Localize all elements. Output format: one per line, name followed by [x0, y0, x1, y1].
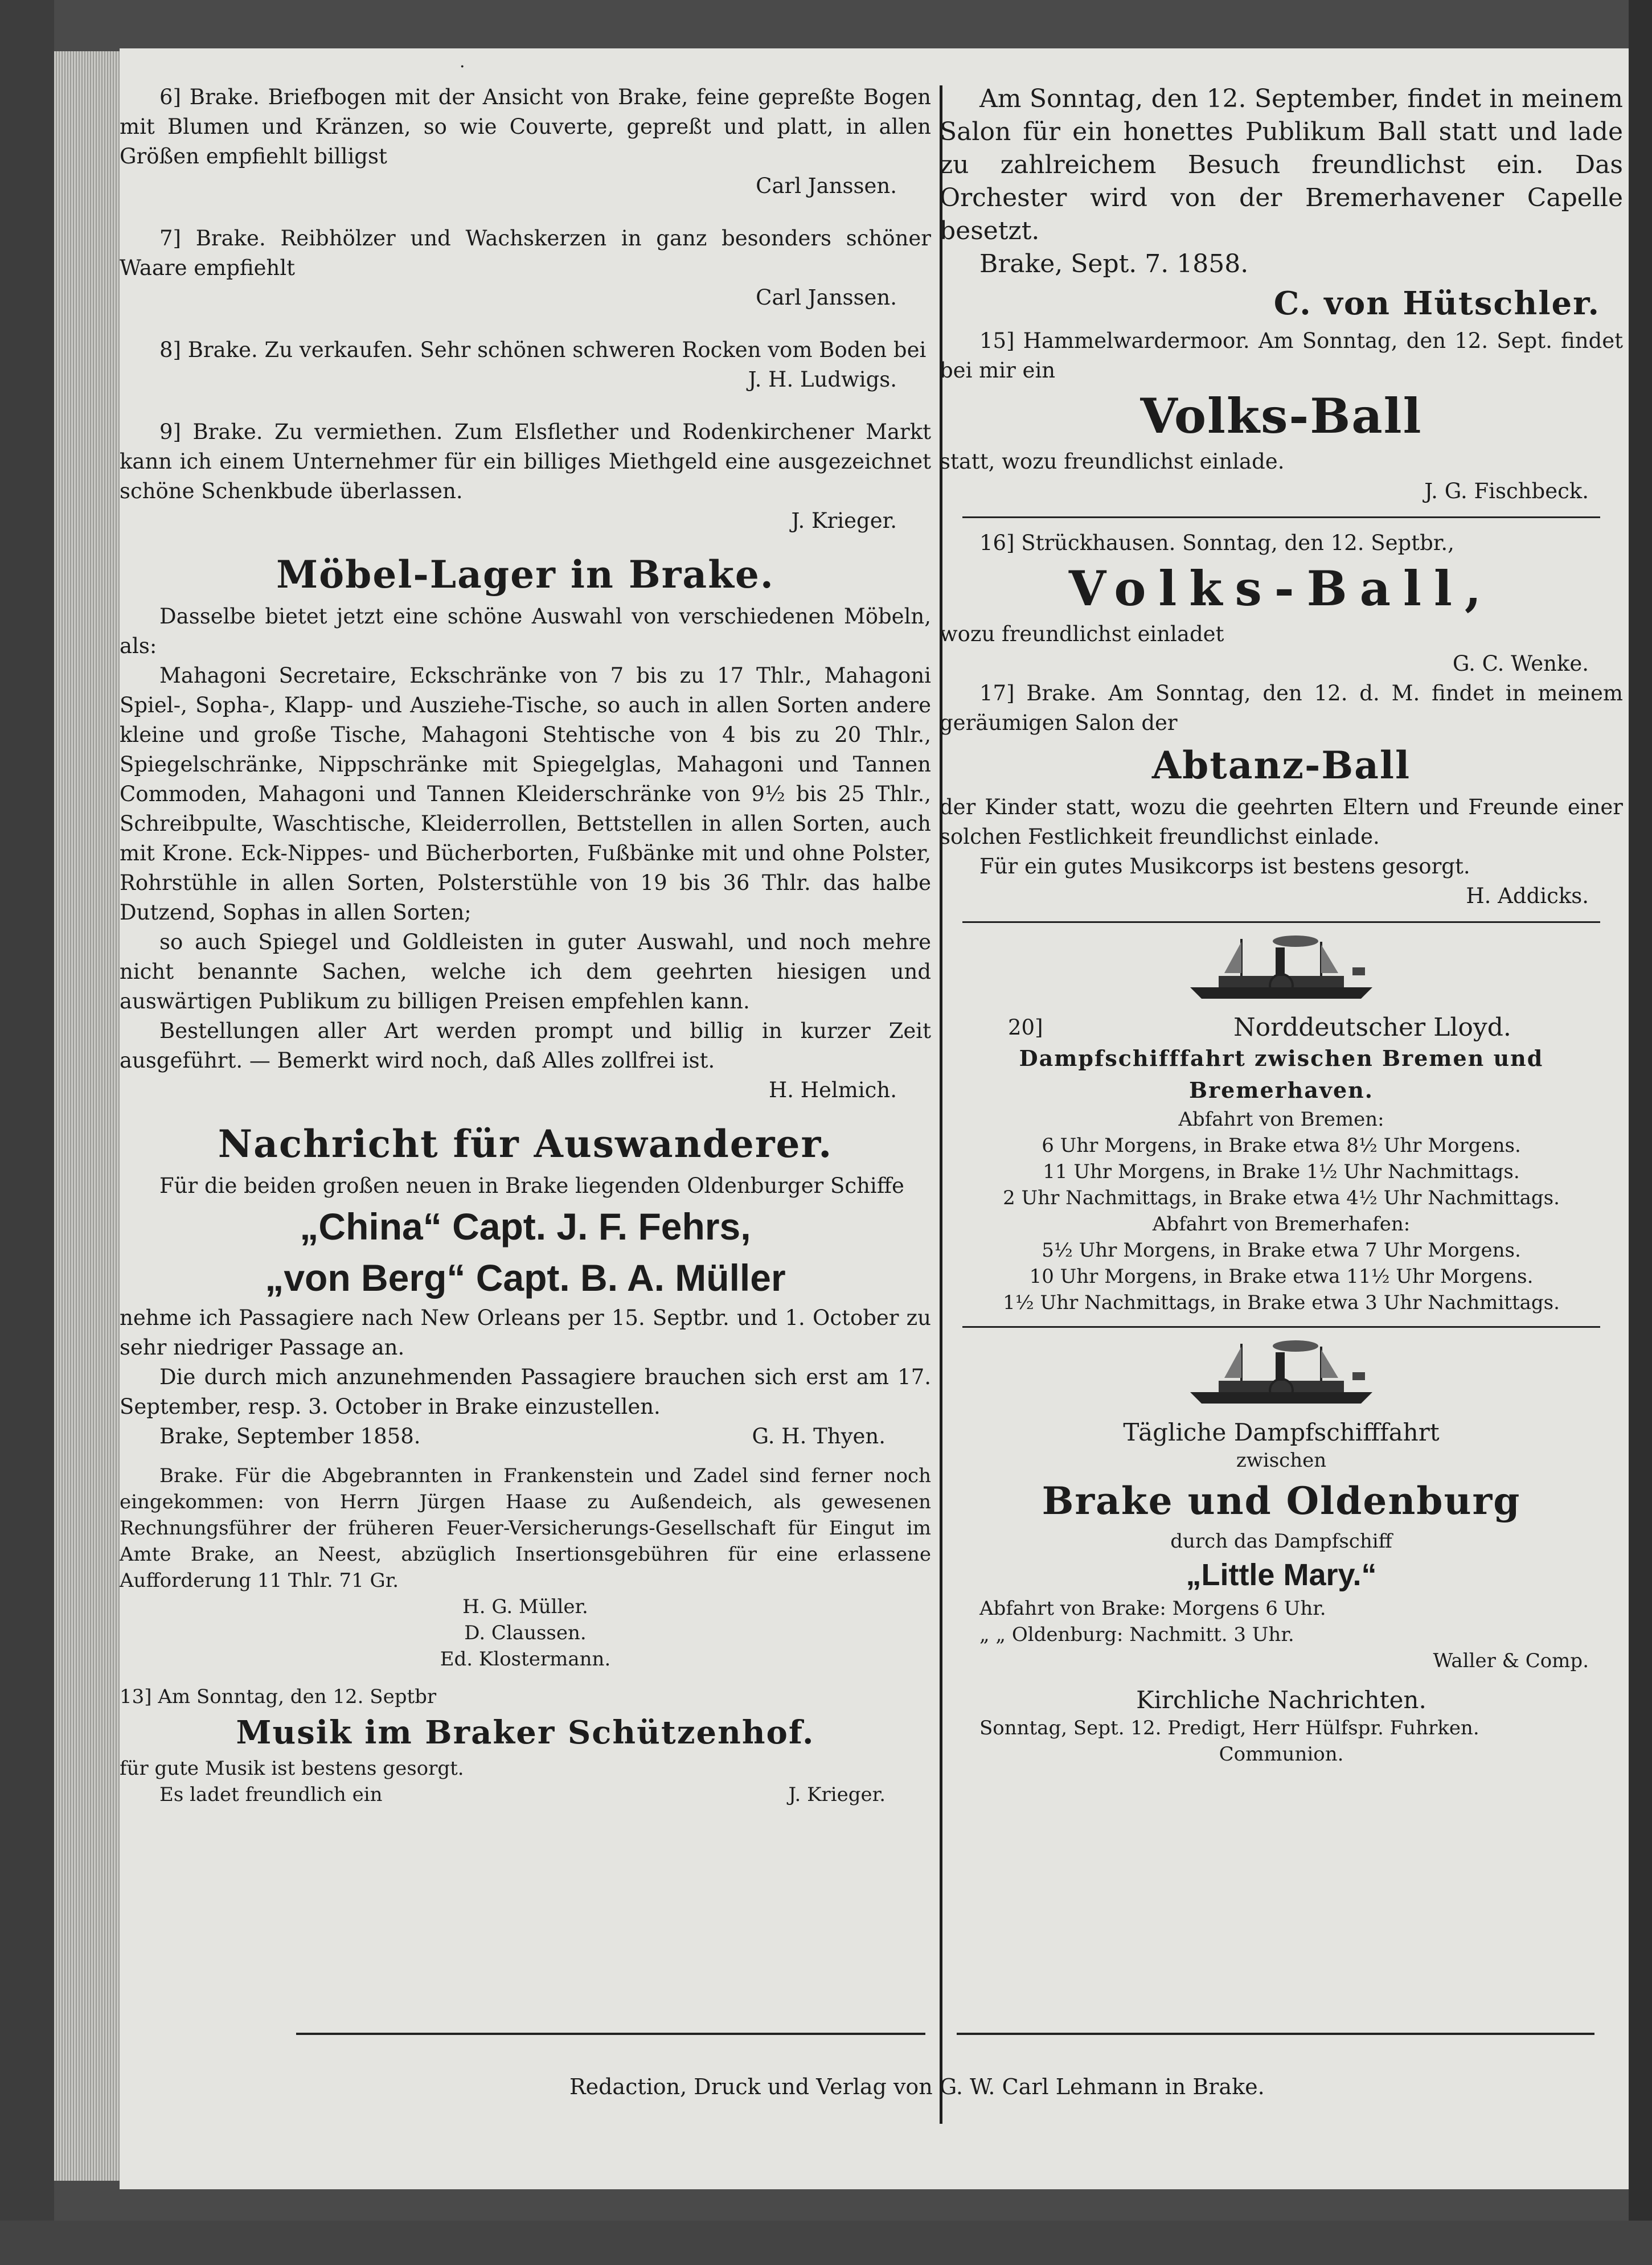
imprint-line: Redaction, Druck und Verlag von G. W. Carl Lehmann in Brake. — [569, 2074, 1265, 2099]
ad-17 — [940, 679, 1623, 911]
emigrants-passage: nehme ich Passagiere nach New Orleans per 15. Septbr. und 1. October zu sehr niedriger Passage an. — [120, 1306, 931, 1360]
ad-signature: J. Krieger. — [788, 1783, 886, 1806]
volksball-heading: Volks-Ball, — [1068, 560, 1494, 617]
oldenburg-line: Tägliche Dampfschifffahrt — [1123, 1418, 1440, 1446]
church-news — [940, 1685, 1623, 1767]
scan-background-bottom — [0, 2221, 1652, 2265]
oldenburg-departure: Abfahrt von Brake: Morgens 6 Uhr. — [979, 1597, 1326, 1620]
ball-place: Brake, Sept. 7. 1858. — [979, 249, 1249, 278]
church-heading: Kirchliche Nachrichten. — [1136, 1686, 1426, 1714]
ad-line: Es ladet freundlich ein — [159, 1783, 383, 1806]
fire-victims-signature-2: D. Claussen. — [464, 1622, 587, 1644]
right-column — [940, 83, 1623, 1767]
ad-text: 8] Brake. Zu verkaufen. Sehr schönen schweren Rocken vom Boden bei — [159, 338, 927, 362]
oldenburg-line: durch das Dampfschiff — [1170, 1530, 1392, 1553]
steamship-icon — [1184, 1338, 1378, 1412]
book-page-edges — [54, 51, 122, 2181]
ad-tail: der Kinder statt, wozu die geehrten Eltern und Freunde einer solchen Festlichkeit freundlichst einlade. — [940, 795, 1623, 849]
abtanzball-heading: Abtanz-Ball — [1151, 743, 1411, 787]
church-line: Sonntag, Sept. 12. Predigt, Herr Hülfspr. Fuhrken. — [979, 1717, 1479, 1739]
divider — [962, 1326, 1600, 1328]
departure-row: 2 Uhr Nachmittags, in Brake etwa 4½ Uhr Nachmittags. — [1003, 1187, 1560, 1209]
ad-signature: H. Addicks. — [1466, 884, 1589, 908]
lloyd-route: Dampfschifffahrt zwischen Bremen und Bremerhaven. — [1019, 1045, 1544, 1103]
departure-row: 5½ Uhr Morgens, in Brake etwa 7 Uhr Morgens. — [1042, 1239, 1521, 1262]
oldenburg-signature: Waller & Comp. — [1433, 1649, 1589, 1672]
ad-signature: Carl Janssen. — [756, 174, 897, 198]
ad-8 — [120, 335, 931, 395]
ad-7 — [120, 224, 931, 313]
left-column — [120, 83, 931, 1808]
lloyd-number: 20] — [1008, 1015, 1043, 1040]
page-mark: · — [460, 57, 465, 77]
ad-signature: J. H. Ludwigs. — [748, 367, 897, 392]
fire-victims-notice — [120, 1463, 931, 1672]
emigrants-arrival: Die durch mich anzunehmenden Passagiere brauchen sich erst am 17. September, resp. 3. October in Brake einzustellen. — [120, 1365, 931, 1419]
emigrants-heading: Nachricht für Auswanderer. — [218, 1122, 833, 1166]
footer-rule — [296, 2033, 925, 2035]
steamship-icon — [1184, 933, 1378, 1007]
ad-16 — [940, 528, 1623, 679]
ad-15 — [940, 326, 1623, 506]
lloyd-ad — [940, 1013, 1623, 1316]
departure-row: 11 Uhr Morgens, in Brake 1½ Uhr Nachmittags. — [1043, 1160, 1520, 1183]
oldenburg-line: zwischen — [1236, 1449, 1327, 1472]
footer-rule — [957, 2033, 1594, 2035]
departure-bremerhaven-heading: Abfahrt von Bremerhafen: — [1152, 1213, 1411, 1236]
fire-victims-signature-3: Ed. Klostermann. — [440, 1648, 611, 1671]
ad-intro: 15] Hammelwardermoor. Am Sonntag, den 12. Sept. findet bei mir ein — [940, 329, 1623, 383]
furniture-signature: H. Helmich. — [768, 1078, 897, 1102]
scan-background-left — [0, 0, 54, 2265]
ad-tail: statt, wozu freundlichst einlade. — [940, 449, 1285, 474]
emigrants-place: Brake, September 1858. — [159, 1424, 421, 1449]
furniture-list: Mahagoni Secretaire, Eckschränke von 7 bis zu 17 Thlr., Mahagoni Spiel-, Sopha-, Klapp- und Ausziehe-Tische, so auch in allen Sorten andere kleine und große Tische, Mahagoni Stehtische von 4 bis zu 20 Thlr., Spiegelschränke, Nippschränke mit Spiegelglas, Mahagoni und Tannen Commoden, Mahagoni und Tannen Kleiderschränke von 9½ bis 25 Thlr., Schreibpulte, Waschtische, Kleiderrollen, Bettstellen in allen Sorten, auch mit Krone. Eck-Nippes- und Bücherborten, Fußbänke mit und ohne Polster, Rohrstühle in allen Sorten, Polsterstühle von 19 bis 36 Thlr. das halbe Dutzend, Sophas in allen Sorten; — [120, 663, 931, 925]
emigrants-ad — [120, 1117, 931, 1451]
divider — [962, 921, 1600, 923]
lloyd-name: Norddeutscher Lloyd. — [1233, 1013, 1511, 1042]
ad-signature: J. Krieger. — [791, 508, 897, 533]
ad-9 — [120, 417, 931, 536]
ad-intro: 13] Am Sonntag, den 12. Septbr — [120, 1685, 437, 1708]
ad-text: 9] Brake. Zu vermiethen. Zum Elsflether und Rodenkirchener Markt kann ich einem Unternehmer für ein billiges Miethgeld eine ausgezeichnet schöne Schenkbude überlassen. — [120, 420, 931, 503]
ad-signature: Carl Janssen. — [756, 285, 897, 310]
ship-china: „China“ Capt. J. F. Fehrs, — [300, 1205, 751, 1248]
furniture-intro: Dasselbe bietet jetzt eine schöne Auswahl von verschiedenen Möbeln, als: — [120, 604, 931, 658]
divider — [962, 516, 1600, 518]
oldenburg-heading: Brake und Oldenburg — [1042, 1479, 1521, 1523]
ad-13 — [120, 1684, 931, 1808]
church-line: Communion. — [1219, 1743, 1344, 1766]
ad-signature: G. C. Wenke. — [1452, 651, 1589, 676]
ad-6 — [120, 83, 931, 201]
fire-victims-signature-1: H. G. Müller. — [462, 1595, 588, 1618]
ad-tail: wozu freundlichst einladet — [940, 622, 1224, 646]
furniture-more: so auch Spiegel und Goldleisten in guter Auswahl, und noch mehre nicht benannte Sachen, welche ich dem geehrten hiesigen und auswärtigen Publikum zu billigen Preisen empfehlen kann. — [120, 930, 931, 1013]
ship-von-berg: „von Berg“ Capt. B. A. Müller — [265, 1257, 786, 1299]
departure-row: 6 Uhr Morgens, in Brake etwa 8½ Uhr Morgens. — [1042, 1134, 1521, 1157]
emigrants-signature: G. H. Thyen. — [752, 1424, 886, 1449]
departure-row: 1½ Uhr Nachmittags, in Brake etwa 3 Uhr Nachmittags. — [1003, 1291, 1560, 1314]
emigrants-intro: Für die beiden großen neuen in Brake liegenden Oldenburger Schiffe — [159, 1173, 904, 1198]
ad-footer — [120, 1782, 931, 1808]
furniture-heading: Möbel-Lager in Brake. — [276, 552, 774, 597]
ad-line: für gute Musik ist bestens gesorgt. — [120, 1757, 464, 1780]
ball-signature: C. von Hütschler. — [1273, 285, 1600, 322]
ball-ad — [940, 83, 1623, 326]
oldenburg-departure: „ „ Oldenburg: Nachmitt. 3 Uhr. — [979, 1623, 1294, 1646]
oldenburg-ad — [940, 1418, 1623, 1674]
volksball-heading: Volks-Ball — [1140, 388, 1423, 444]
schuetzenhof-heading: Musik im Braker Schützenhof. — [236, 1714, 815, 1751]
ad-intro: 17] Brake. Am Sonntag, den 12. d. M. findet in meinem geräumigen Salon der — [940, 681, 1623, 735]
little-mary-ship-name: „Little Mary.“ — [1186, 1558, 1377, 1592]
fire-victims-text: Brake. Für die Abgebrannten in Frankenstein und Zadel sind ferner noch eingekommen: von Herrn Jürgen Haase zu Außendeich, als gewesenen Rechnungsführer der früheren Feuer-Versicherungs-Gesellschaft für Eingut im Amte Brake, an Neest, abzüglich Insertionsgebühren für eine erlassene Aufforderung 11 Thlr. 71 Gr. — [120, 1464, 931, 1592]
furniture-ad — [120, 547, 931, 1105]
ad-note: Für ein gutes Musikcorps ist bestens gesorgt. — [979, 854, 1470, 879]
ad-signature: J. G. Fischbeck. — [1424, 479, 1589, 503]
furniture-orders: Bestellungen aller Art werden prompt und billig in kurzer Zeit ausgeführt. — Bemerkt wird noch, daß Alles zollfrei ist. — [120, 1019, 931, 1073]
ad-text: 7] Brake. Reibhölzer und Wachskerzen in ganz besonders schöner Waare empfiehlt — [120, 226, 931, 280]
emigrants-footer — [120, 1422, 931, 1451]
scan-background-right — [1629, 0, 1652, 2265]
ad-text: 6] Brake. Briefbogen mit der Ansicht von Brake, feine gepreßte Bogen mit Blumen und Kränzen, so wie Couverte, gepreßt und platt, in allen Größen empfiehlt billigst — [120, 85, 931, 169]
ad-intro: 16] Strückhausen. Sonntag, den 12. Septbr., — [979, 531, 1454, 555]
lloyd-title-line — [940, 1013, 1623, 1043]
departure-bremen-heading: Abfahrt von Bremen: — [1178, 1108, 1384, 1131]
departure-row: 10 Uhr Morgens, in Brake etwa 11½ Uhr Morgens. — [1029, 1265, 1534, 1288]
ball-text: Am Sonntag, den 12. September, findet in meinem Salon für ein honettes Publikum Ball statt und lade zu zahlreichem Besuch freundlichst ein. Das Orchester wird von der Bremerhavener Capelle besetzt. — [940, 84, 1623, 245]
